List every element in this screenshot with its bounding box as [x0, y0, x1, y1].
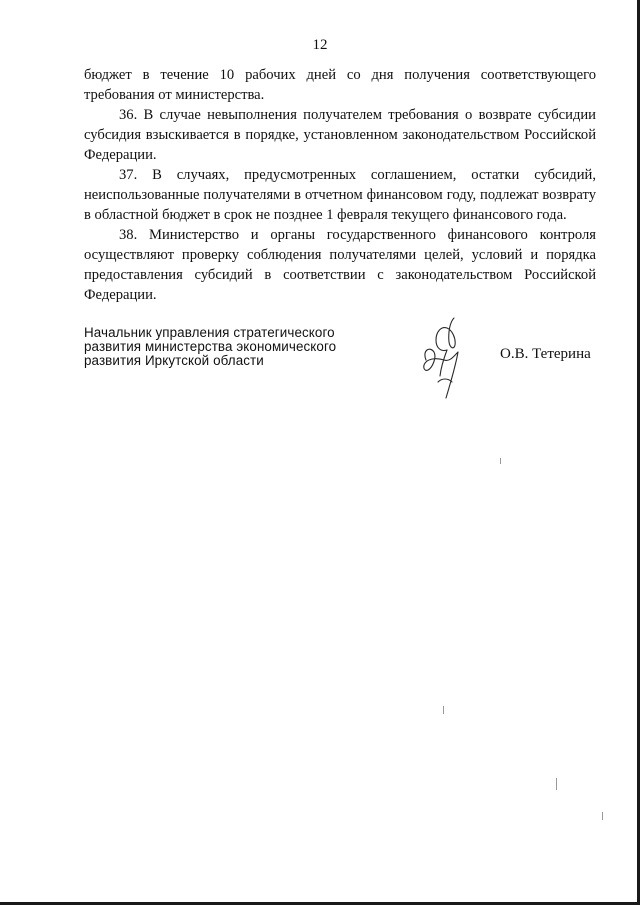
scan-artifact: [443, 706, 444, 714]
signatory-position-line: развития министерства экономического: [84, 339, 337, 354]
scan-artifact: [602, 812, 603, 820]
paragraph-continuation: бюджет в течение 10 рабочих дней со дня получения соответствующего требования от министерства.: [84, 67, 596, 103]
paragraph-38: 38. Министерство и органы государственного финансового контроля осуществляют проверку соблюдения получателями целей, условий и порядка предоставления субсидий в соответствии с законодательством Российской Федерации.: [84, 227, 596, 303]
signatory-position: [84, 326, 384, 368]
signatory-position-line: развития Иркутской области: [84, 353, 264, 368]
scan-artifact: [556, 778, 557, 790]
paragraph-37: 37. В случаях, предусмотренных соглашением, остатки субсидий, неиспользованные получателями в отчетном финансовом году, подлежат возврату в областной бюджет в срок не позднее 1 февраля текущего финансового года.: [84, 167, 596, 223]
handwritten-signature-image: [414, 312, 474, 404]
signatory-position-line: Начальник управления стратегического: [84, 325, 335, 340]
scan-artifact: [500, 458, 501, 464]
paragraph-36: 36. В случае невыполнения получателем требования о возврате субсидии субсидия взыскивается в порядке, установленном законодательством Российской Федерации.: [84, 107, 596, 163]
signatory-name: О.В. Тетерина: [500, 346, 591, 362]
page-number: 12: [312, 37, 328, 53]
document-body: [84, 65, 596, 305]
